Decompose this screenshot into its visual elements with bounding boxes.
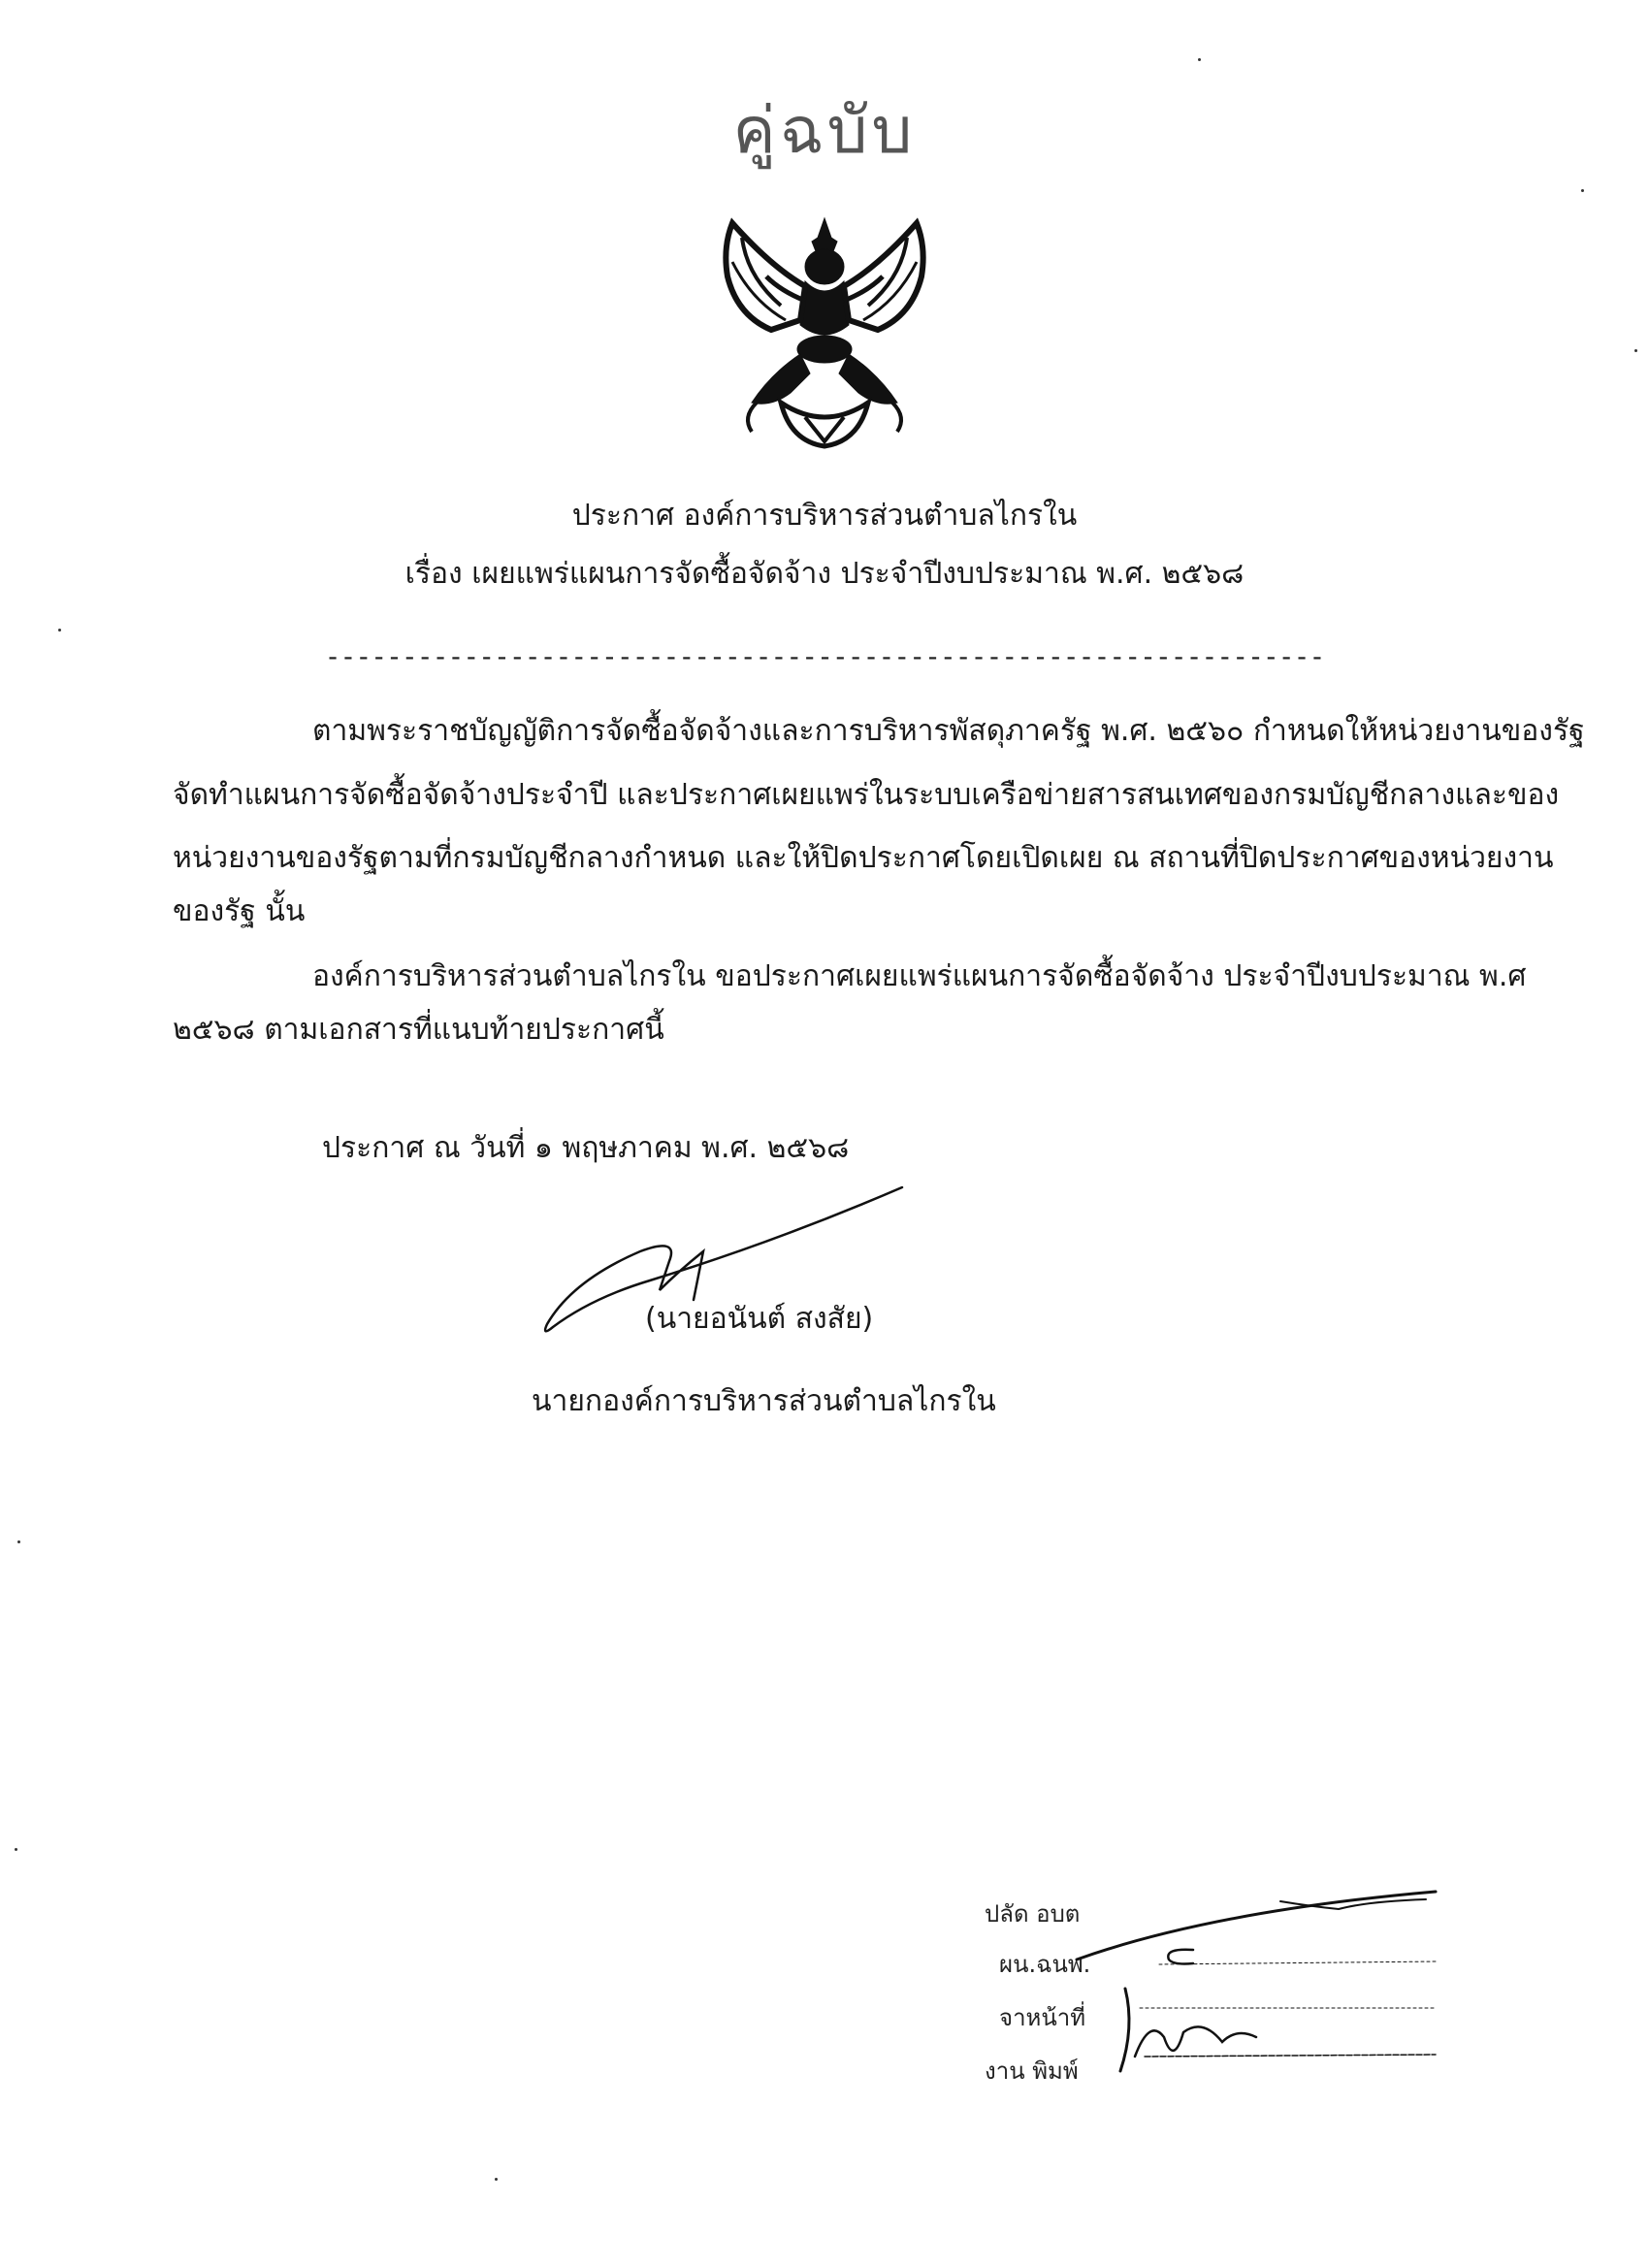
paragraph2-line2: ๒๕๖๘ ตามเอกสารที่แนบท้ายประกาศนี้ <box>173 1013 664 1047</box>
paragraph1-line1: ตามพระราชบัญญัติการจัดซื้อจัดจ้างและการบริหารพัสดุภาครัฐ พ.ศ. ๒๕๖๐ กำหนดให้หน่วยงานของรัฐ <box>312 714 1585 748</box>
paragraph1-line3: หน่วยงานของรัฐตามที่กรมบัญชีกลางกำหนด และให้ปิดประกาศโดยเปิดเผย ณ สถานที่ปิดประกาศของหน่วยงาน <box>173 841 1554 875</box>
signatory-name: (นายอนันต์ สงสัย) <box>645 1302 874 1336</box>
paragraph1-line2: จัดทำแผนการจัดซื้อจัดจ้างประจำปี และประกาศเผยแพร่ในระบบเครือข่ายสารสนเทศของกรมบัญชีกลางและของ <box>173 778 1560 812</box>
paragraph2-line1: องค์การบริหารส่วนตำบลไกรใน ขอประกาศเผยแพร่แผนการจัดซื้อจัดจ้าง ประจำปีงบประมาณ พ.ศ <box>312 959 1527 993</box>
routing-line-1: ปลัด อบต <box>985 1900 1081 1928</box>
routing-initials <box>1067 1872 1455 2086</box>
routing-line-2: ผน.ฉนพ. <box>999 1951 1091 1978</box>
scan-speck <box>1634 349 1637 352</box>
routing-line-4: งาน พิมพ์ <box>985 2057 1079 2085</box>
scan-speck <box>1581 189 1584 192</box>
issuer-line: ประกาศ องค์การบริหารส่วนตำบลไกรใน <box>571 499 1078 533</box>
scan-speck <box>15 1848 17 1851</box>
subject-line: เรื่อง เผยแพร่แผนการจัดซื้อจัดจ้าง ประจำปีงบประมาณ พ.ศ. ๒๕๖๘ <box>404 557 1245 591</box>
scan-speck <box>1198 58 1201 61</box>
announcement-date: ประกาศ ณ วันที่ ๑ พฤษภาคม พ.ศ. ๒๕๖๘ <box>322 1131 850 1165</box>
signatory-position: นายกองค์การบริหารส่วนตำบลไกรใน <box>532 1384 996 1418</box>
scan-speck <box>495 2178 498 2181</box>
separator-line: ----------------------------------------------------------------- <box>324 640 1325 672</box>
routing-line-3: จาหน้าที่ <box>999 2004 1086 2031</box>
garuda-emblem <box>713 209 936 451</box>
copy-stamp: คู่ฉบับ <box>732 93 917 168</box>
paragraph1-line4: ของรัฐ นั้น <box>173 894 306 928</box>
scan-speck <box>58 629 61 632</box>
scan-speck <box>17 1540 20 1543</box>
